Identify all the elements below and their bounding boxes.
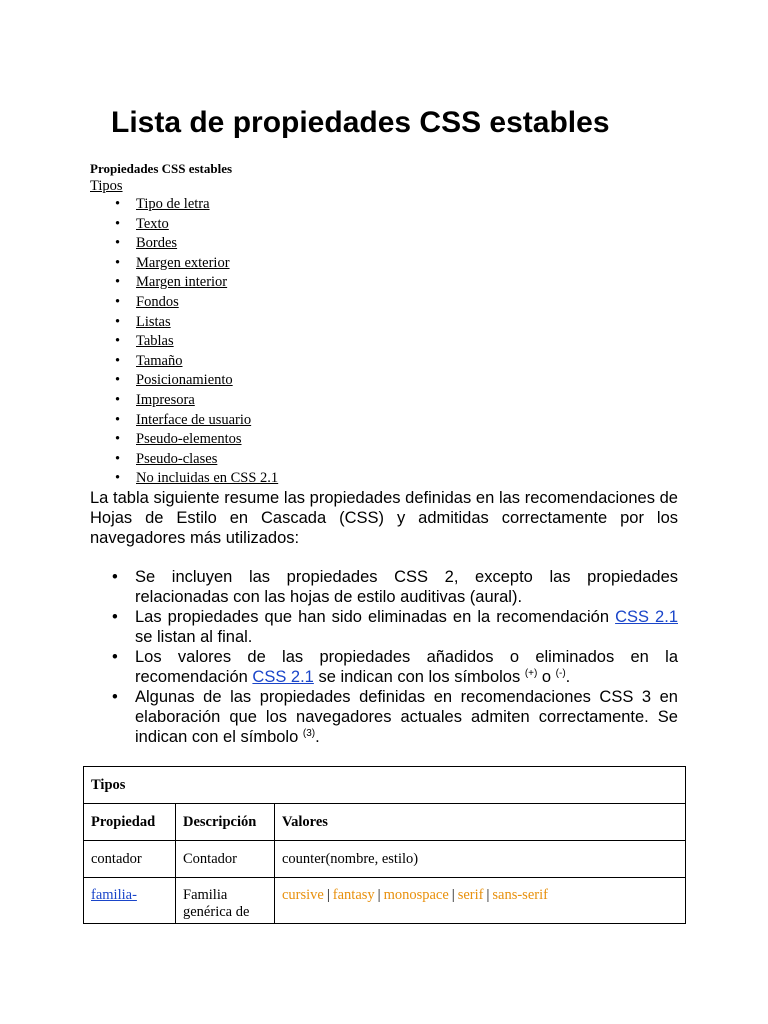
bullet-icon: • [115, 470, 121, 487]
plus-symbol: (+) [524, 668, 538, 679]
page-title: Lista de propiedades CSS estables [111, 106, 610, 139]
list-item [112, 647, 678, 687]
toc-link-impresora[interactable]: Impresora [136, 391, 195, 408]
list-item [115, 332, 278, 352]
toc-link-interface-de-usuario[interactable]: Interface de usuario [136, 411, 252, 428]
table-of-contents [90, 159, 278, 489]
table-section-row [84, 767, 686, 804]
bullet-icon: • [115, 391, 121, 408]
property-cell: contador [84, 841, 176, 878]
column-header: Propiedad [84, 804, 176, 841]
toc-tipos-link[interactable]: Tipos [90, 178, 123, 194]
toc-link-bordes[interactable]: Bordes [136, 235, 178, 252]
value-keyword: monospace [383, 887, 449, 903]
toc-list [90, 195, 278, 489]
bullet-icon: • [115, 235, 121, 252]
note-text: . [565, 668, 571, 686]
bullet-icon: • [115, 196, 121, 212]
bullet-icon: • [112, 688, 118, 706]
list-item [115, 273, 278, 293]
description-line: Familia [183, 887, 228, 903]
properties-table [83, 766, 686, 924]
list-item [115, 411, 278, 431]
toc-link-pseudo-clases[interactable]: Pseudo-clases [136, 450, 218, 467]
css3-symbol: (3) [302, 728, 316, 739]
bullet-icon: • [115, 352, 121, 369]
css21-link[interactable]: CSS 2.1 [252, 668, 314, 686]
toc-link-pseudo-elementos[interactable]: Pseudo-elementos [136, 431, 242, 448]
table-row [84, 878, 686, 924]
bullet-icon: • [112, 648, 118, 666]
intro-paragraph: La tabla siguiente resume las propiedades definidas en las recomendaciones de Hojas de Estilo en Cascada (CSS) y admitidas correctamente por los navegadores más utilizados: [90, 489, 678, 547]
table-row [84, 841, 686, 878]
notes-list [112, 567, 678, 747]
value-separator: | [377, 887, 381, 903]
note-text: Se incluyen las propiedades CSS 2, excepto las propiedades relacionadas con las hojas de estilo auditivas (aural). [135, 568, 678, 606]
value-keyword: cursive [282, 887, 324, 903]
column-header: Descripción [176, 804, 275, 841]
value-separator: | [451, 887, 455, 903]
table-section-title: Tipos [84, 767, 686, 804]
bullet-icon: • [115, 254, 121, 271]
list-item [115, 371, 278, 391]
list-item [115, 430, 278, 450]
toc-link-tablas[interactable]: Tablas [136, 333, 174, 350]
value-keyword: fantasy [332, 887, 375, 903]
value-keyword: sans-serif [492, 887, 548, 903]
toc-link-listas[interactable]: Listas [136, 313, 171, 330]
note-text: Las propiedades que han sido eliminadas en la recomendación [135, 608, 616, 626]
description-line: genérica de [183, 904, 250, 920]
description-cell [176, 878, 275, 924]
toc-link-texto[interactable]: Texto [136, 215, 169, 232]
value-separator: | [326, 887, 330, 903]
bullet-icon: • [115, 450, 121, 467]
value-keyword: serif [457, 887, 484, 903]
toc-link-margen-exterior[interactable]: Margen exterior [136, 254, 230, 271]
note-text: Algunas de las propiedades definidas en recomendaciones CSS 3 en elaboración que los navegadores actuales admiten correctamente. Se indican con el símbolo [135, 688, 678, 746]
toc-link-fondos[interactable]: Fondos [136, 293, 179, 310]
toc-link-tipo-de-letra[interactable]: Tipo de letra [136, 196, 210, 212]
list-item [115, 450, 278, 470]
values-cell [275, 878, 686, 924]
list-item [115, 293, 278, 313]
list-item [115, 215, 278, 235]
bullet-icon: • [115, 293, 121, 310]
bullet-icon: • [112, 608, 118, 626]
note-text: se listan al final. [135, 628, 253, 646]
description-cell: Contador [176, 841, 275, 878]
value-separator: | [486, 887, 490, 903]
list-item [112, 687, 678, 747]
bullet-icon: • [115, 333, 121, 350]
toc-link-tamano[interactable]: Tamaño [136, 352, 183, 369]
list-item [115, 313, 278, 333]
note-text: . [315, 728, 320, 746]
minus-symbol: (-) [555, 668, 566, 679]
column-header: Valores [275, 804, 686, 841]
property-cell [84, 878, 176, 924]
bullet-icon: • [115, 215, 121, 232]
bullet-icon: • [112, 568, 118, 586]
list-item [115, 234, 278, 254]
toc-link-no-incluidas[interactable]: No incluidas en CSS 2.1 [136, 470, 279, 487]
toc-link-margen-interior[interactable]: Margen interior [136, 274, 228, 291]
bullet-icon: • [115, 372, 121, 389]
list-item [115, 391, 278, 411]
note-text: o [537, 668, 556, 686]
toc-link-posicionamiento[interactable]: Posicionamiento [136, 372, 233, 389]
list-item [112, 567, 678, 607]
list-item [112, 607, 678, 647]
bullet-icon: • [115, 313, 121, 330]
bullet-icon: • [115, 431, 121, 448]
table-header-row [84, 804, 686, 841]
list-item [115, 254, 278, 274]
list-item [115, 469, 279, 489]
property-link[interactable]: familia- [91, 887, 137, 903]
note-text: Los valores de las propiedades añadidos o eliminados en la recomendación [135, 648, 678, 686]
toc-heading: Propiedades CSS estables [90, 161, 233, 176]
list-item [115, 195, 278, 215]
bullet-icon: • [115, 411, 121, 428]
note-text: se indican con los símbolos [313, 668, 525, 686]
bullet-icon: • [115, 274, 121, 291]
css21-link[interactable]: CSS 2.1 [615, 608, 678, 626]
list-item [115, 352, 278, 372]
values-cell: counter(nombre, estilo) [275, 841, 686, 878]
